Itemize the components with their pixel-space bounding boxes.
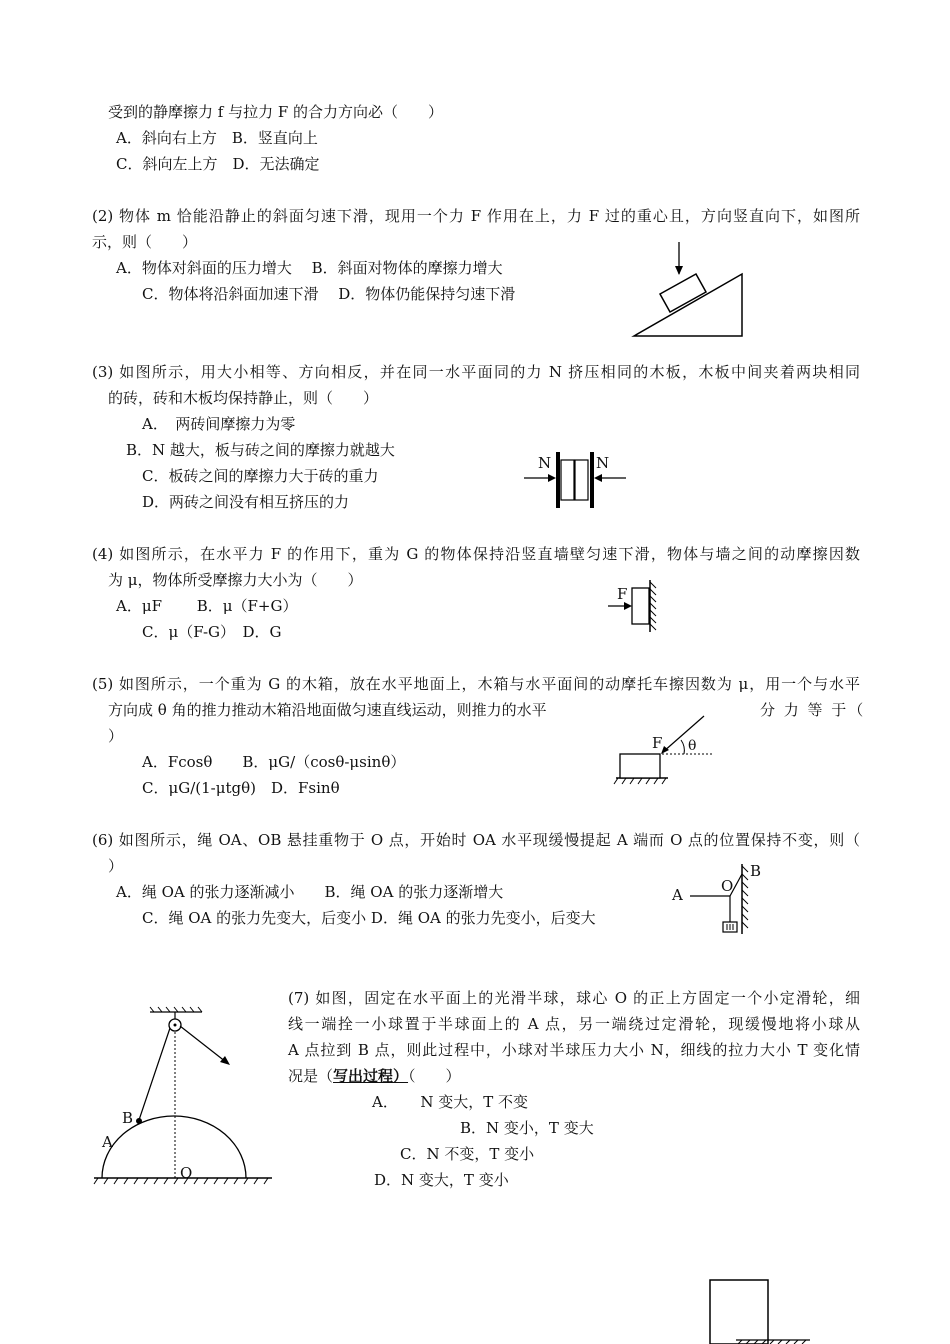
q7-line3: A 点拉到 B 点，则此过程中，小球对半球压力大小 N，细线的拉力大小 T 变化情 [288, 1041, 860, 1059]
q3-boards-bricks-diagram [520, 448, 630, 512]
q3-stem-line1: (3) 如图所示，用大小相等、方向相反，并在同一水平面同的力 N 挤压相同的木板，木板中间夹着两块相同 [92, 363, 860, 381]
q6-options-cd: C．绳 OA 的张力先变大，后变小 D．绳 OA 的张力先变小，后变大 [142, 909, 596, 927]
q4-wall-block-diagram [604, 578, 664, 634]
q5-stem-line2b: 分 力 等 于（ [760, 701, 866, 719]
q7-hemisphere-pulley-diagram [92, 1006, 276, 1186]
q6-stem-line1: (6) 如图所示，绳 OA、OB 悬挂重物于 O 点，开始时 OA 水平现缓慢提起 A 端而 O 点的位置保持不变，则（ [92, 831, 860, 849]
q6-options-ab: A．绳 OA 的张力逐渐减小 B．绳 OA 的张力逐渐增大 [116, 883, 504, 901]
q7-label-b: B [122, 1109, 134, 1127]
q3-label-n-right: N [596, 454, 610, 472]
q7-option-c: C．N 不变，T 变小 [400, 1145, 535, 1163]
q7-option-d: D．N 变大，T 变小 [374, 1171, 509, 1189]
q5-options-cd: C．μG/(1-μtgθ) D．Fsinθ [142, 779, 340, 797]
q3-option-c: C．板砖之间的摩擦力大于砖的重力 [142, 467, 379, 485]
q7-option-a: A． N 变大，T 不变 [372, 1093, 528, 1111]
q3-stem-line2: 的砖，砖和木板均保持静止，则（ ） [108, 389, 379, 407]
q7-line4-prefix: 况是（ [288, 1067, 334, 1085]
q6-label-o: O [721, 877, 734, 895]
q7-label-a: A [102, 1133, 113, 1151]
q7-line4-suffix: （ ） [408, 1067, 461, 1085]
q1-options-ab: A．斜向右上方 B．竖直向上 [116, 129, 318, 147]
q3-label-n-left: N [538, 454, 552, 472]
q5-stem-line1: (5) 如图所示，一个重为 G 的木箱，放在水平地面上，木箱与水平面间的动摩托车擦因数为 μ，用一个与水平 [92, 675, 860, 693]
q4-options-cd: C．μ（F-G） D．G [142, 623, 282, 641]
q3-option-d: D．两砖之间没有相互挤压的力 [142, 493, 350, 511]
q2-stem-line2: 示，则（ ） [92, 233, 198, 251]
q4-label-f: F [617, 585, 628, 603]
q7-line4 [288, 1066, 461, 1086]
q1-options-cd: C．斜向左上方 D．无法确定 [116, 155, 320, 173]
q6-label-b: B [750, 862, 762, 880]
q7-option-b: B．N 变小，T 变大 [460, 1119, 594, 1137]
q7-label-o: O [180, 1164, 193, 1182]
q2-options-cd: C．物体将沿斜面加速下滑 D．物体仍能保持匀速下滑 [142, 285, 516, 303]
q1-stem: 受到的静摩擦力 f 与拉力 F 的合力方向必（ ） [108, 103, 444, 121]
q5-label-f: F [652, 734, 663, 752]
bottom-block-diagram [706, 1278, 816, 1344]
q5-stem-line3: ） [108, 727, 124, 745]
q6-label-a: A [672, 886, 683, 904]
q5-crate-push-diagram [612, 712, 716, 786]
q3-option-a: A． 两砖间摩擦力为零 [142, 415, 296, 433]
q3-option-b: B．N 越大，板与砖之间的摩擦力就越大 [126, 441, 395, 459]
q2-options-ab: A．物体对斜面的压力增大 B．斜面对物体的摩擦力增大 [116, 259, 503, 277]
q4-stem-line2: 为 μ，物体所受摩擦力大小为（ ） [108, 571, 363, 589]
q2-stem-line1: (2) 物体 m 恰能沿静止的斜面匀速下滑，现用一个力 F 作用在上，力 F 过的重心且，方向竖直向下，如图所 [92, 207, 860, 225]
q5-options-ab: A．Fcosθ B．μG/（cosθ-μsinθ） [142, 753, 406, 771]
q7-line2: 线一端拴一小球置于半球面上的 A 点，另一端绕过定滑轮，现缓慢地将小球从 [288, 1015, 860, 1033]
q2-incline-diagram [630, 238, 750, 340]
q7-line1: (7) 如图，固定在水平面上的光滑半球，球心 O 的正上方固定一个小定滑轮，细 [288, 989, 860, 1007]
q6-stem-line2: ） [108, 857, 124, 875]
q7-line4-emphasis: 写出过程） [333, 1067, 409, 1085]
q5-label-theta: θ [688, 738, 697, 754]
q5-stem-line2a: 方向成 θ 角的推力推动木箱沿地面做匀速直线运动，则推力的水平 [108, 701, 547, 719]
q4-stem-line1: (4) 如图所示，在水平力 F 的作用下，重为 G 的物体保持沿竖直墙壁匀速下滑，物体与墙之间的动摩擦因数 [92, 545, 860, 563]
q4-options-ab: A．μF B．μ（F+G） [116, 597, 298, 615]
